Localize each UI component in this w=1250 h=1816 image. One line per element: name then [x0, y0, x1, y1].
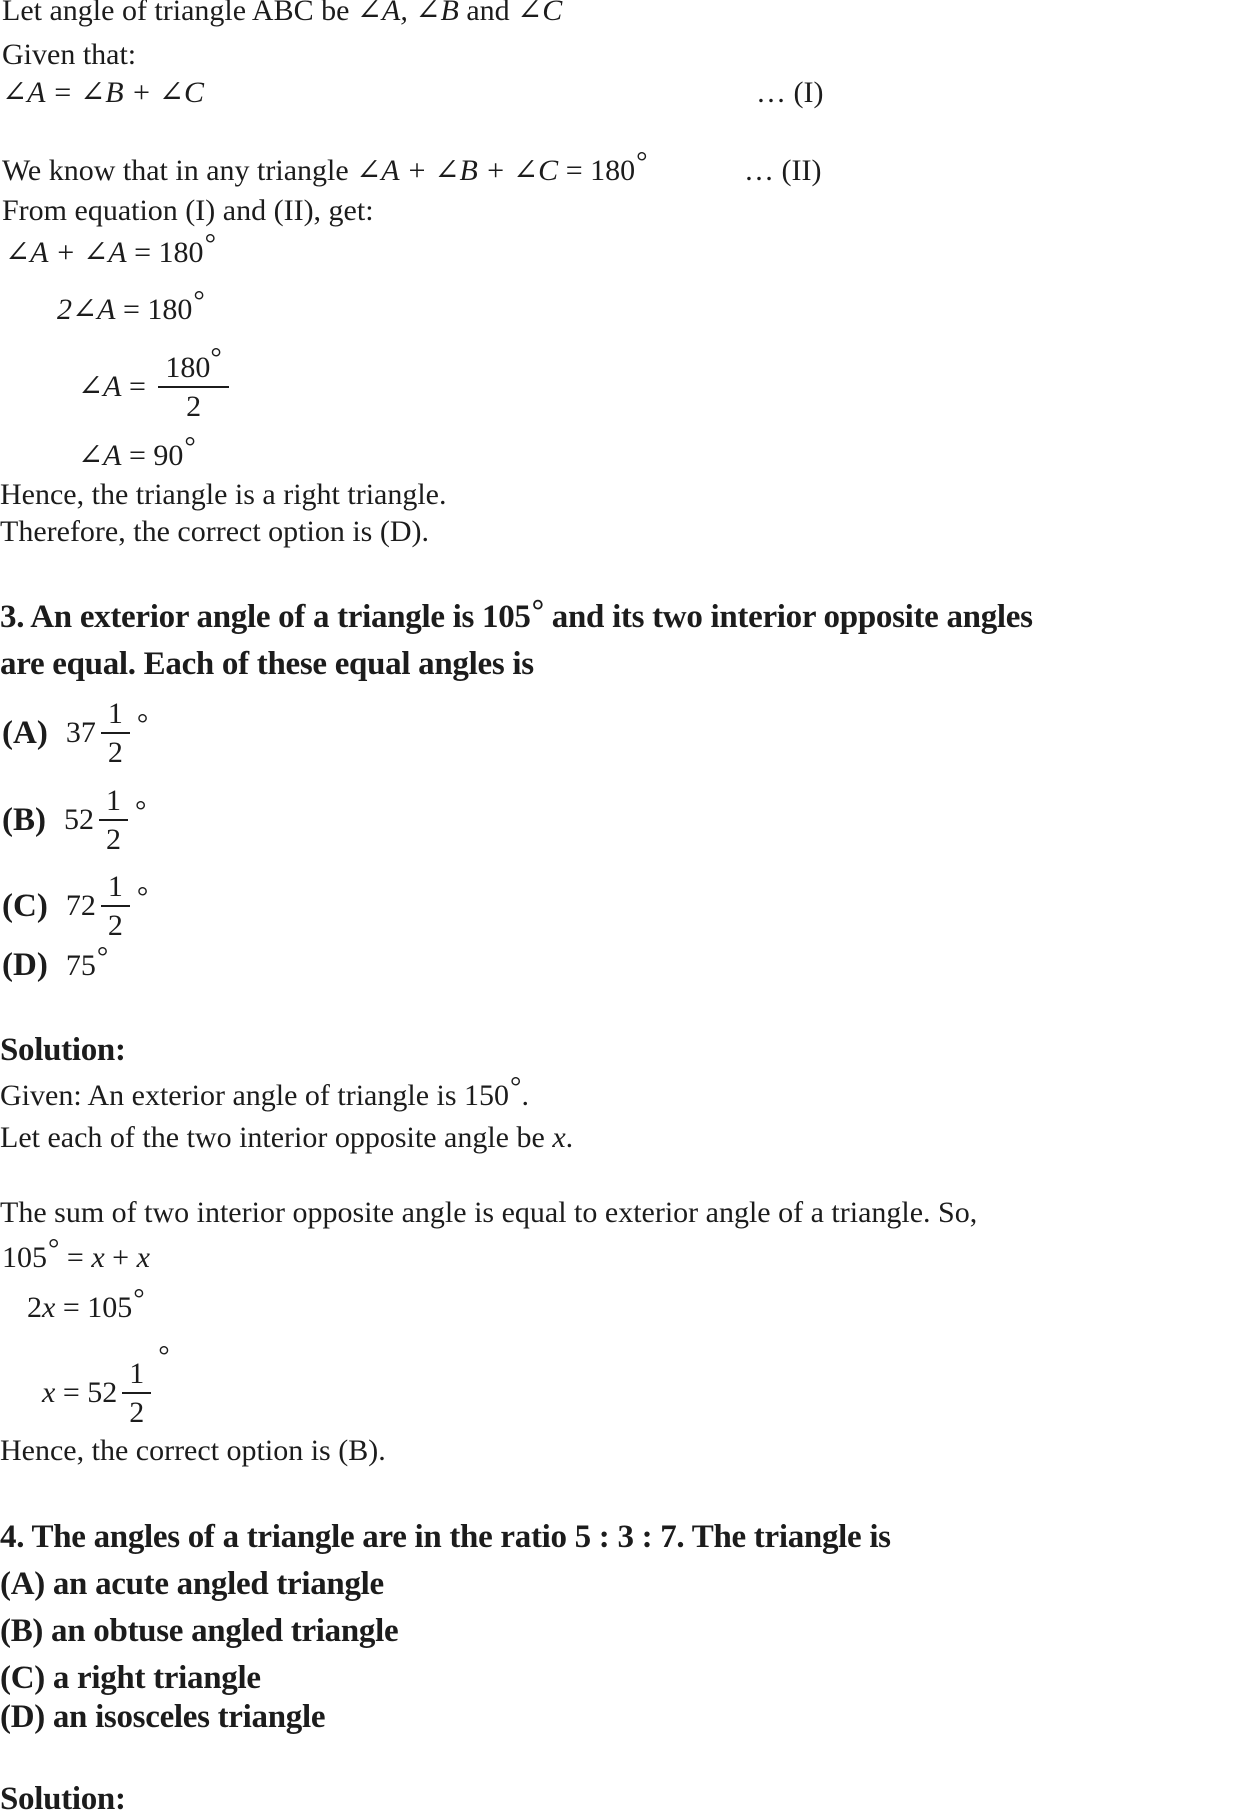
- answer-line-q2: [0, 514, 429, 551]
- degree-superscript: °: [136, 881, 149, 913]
- q4-heading: [0, 1517, 891, 1557]
- text-segment: .: [521, 1079, 529, 1112]
- q3-option-b: [2, 785, 146, 855]
- text-segment: … (I): [756, 76, 824, 109]
- q3-option-d: [2, 942, 109, 985]
- fraction-numerator-value: 180: [165, 351, 211, 384]
- q4-option-c: [0, 1658, 261, 1698]
- bold-text-segment: (B) an obtuse angled triangle: [0, 1613, 399, 1649]
- fraction: [101, 871, 130, 941]
- math-segment: x: [42, 1291, 56, 1324]
- text-segment: 72: [65, 888, 96, 922]
- text-segment: Let each of the two interior opposite angle be: [0, 1121, 553, 1154]
- given-that-line: [2, 37, 136, 74]
- text-segment: … (II): [744, 154, 822, 187]
- bold-text-segment: are equal. Each of these equal angles is: [0, 646, 534, 682]
- q3-eq-2x: [27, 1284, 145, 1327]
- math-segment: x: [136, 1241, 150, 1274]
- bold-text-segment: (C) a right triangle: [0, 1660, 261, 1696]
- math-segment: ∠C: [517, 0, 563, 27]
- math-segment: ∠A: [78, 369, 122, 403]
- step-angle-plus-angle: [5, 229, 216, 272]
- q3-let-line: [0, 1120, 573, 1157]
- fraction: [99, 785, 128, 855]
- q3-eq-x-value: [42, 1340, 170, 1429]
- fraction: [122, 1358, 151, 1428]
- text-segment: =: [121, 369, 154, 403]
- fraction-denominator: 2: [106, 822, 121, 856]
- fraction-numerator: [158, 343, 228, 388]
- degree-superscript: °: [510, 1072, 522, 1104]
- spacer: [48, 733, 66, 734]
- bold-text-segment: (A) an acute angled triangle: [0, 1566, 384, 1602]
- text-segment: = 180: [126, 236, 204, 269]
- step-angle-ninety: [78, 432, 196, 475]
- text-segment: 37: [65, 715, 96, 749]
- q3-heading-line2: [0, 644, 534, 684]
- q3-heading-line1: [0, 593, 1033, 637]
- text-segment: = 105: [55, 1291, 133, 1324]
- text-segment: .: [565, 1121, 574, 1154]
- fraction-numerator: [101, 698, 130, 734]
- fraction: [158, 343, 228, 423]
- bold-text-segment: (D) an isosceles triangle: [0, 1699, 326, 1735]
- degree-superscript: °: [636, 147, 648, 179]
- step-two-angle: [57, 286, 205, 329]
- fraction-numerator: [99, 785, 128, 821]
- bold-text-segment: 3. An exterior angle of a triangle is 105: [0, 599, 531, 635]
- text-segment: +: [104, 1241, 137, 1274]
- math-segment: ∠A = ∠B + ∠C: [2, 76, 205, 109]
- fraction-numerator-value: 1: [106, 784, 121, 817]
- text-segment: 105: [2, 1241, 47, 1274]
- text-segment: 52: [64, 802, 94, 836]
- math-segment: 2∠A: [57, 293, 116, 326]
- text-segment: = 52: [55, 1375, 118, 1409]
- option-label: (D): [2, 947, 48, 983]
- text-segment: =: [59, 1241, 92, 1274]
- text-segment: and: [458, 0, 518, 27]
- fraction-denominator: 2: [129, 1395, 145, 1429]
- math-segment: x: [552, 1121, 566, 1154]
- text-segment: The sum of two interior opposite angle is equal to exterior angle of a triangle. So,: [0, 1196, 978, 1229]
- equation-II-label: [744, 153, 821, 190]
- spacer: [48, 974, 66, 975]
- intro-line: [2, 0, 562, 30]
- degree-superscript: °: [193, 286, 205, 318]
- option-label: (B): [2, 801, 46, 838]
- q4-option-d: [0, 1697, 325, 1737]
- q3-given-line: [0, 1072, 529, 1115]
- degree-superscript: °: [210, 343, 222, 375]
- step-angle-fraction: [78, 343, 234, 423]
- from-equations-line: [2, 193, 374, 230]
- bold-text-segment: Solution:: [0, 1032, 126, 1068]
- q3-solution-heading: [0, 1030, 126, 1070]
- text-segment: Hence, the correct option is (B).: [0, 1434, 386, 1467]
- q4-option-b: [0, 1611, 398, 1651]
- text-segment: = 180: [115, 293, 193, 326]
- fraction-numerator-value: 1: [129, 1357, 145, 1390]
- triangle-sum-line: [2, 147, 648, 190]
- text-segment: Therefore, the correct option is (D).: [0, 515, 429, 548]
- text-segment: Let angle of triangle ABC be: [2, 0, 357, 27]
- math-segment: x: [91, 1241, 105, 1274]
- bold-text-segment: and its two interior opposite angles: [543, 599, 1033, 635]
- degree-superscript: °: [184, 432, 196, 464]
- fraction-denominator: 2: [186, 389, 202, 423]
- text-segment: Given that:: [2, 38, 137, 71]
- text-segment: Given: An exterior angle of triangle is 150: [0, 1079, 510, 1112]
- q3-answer-line: [0, 1433, 386, 1470]
- fraction-denominator: 2: [107, 735, 123, 769]
- q3-option-c: [2, 871, 148, 941]
- q3-option-a: [2, 698, 148, 768]
- bold-text-segment: Solution:: [0, 1781, 126, 1816]
- equation-I: [2, 75, 204, 112]
- degree-superscript: °: [204, 229, 216, 261]
- q4-solution-heading: [0, 1779, 126, 1816]
- equation-I-label: [756, 75, 823, 112]
- degree-superscript: °: [136, 708, 149, 740]
- degree-superscript: °: [531, 593, 544, 629]
- text-segment: = 90: [121, 439, 184, 472]
- degree-superscript: °: [96, 942, 109, 974]
- fraction-denominator: 2: [107, 908, 123, 942]
- fraction-numerator: [101, 871, 130, 907]
- option-label: (A): [2, 714, 48, 751]
- fraction-numerator-value: 1: [107, 870, 123, 903]
- option-label: (C): [2, 887, 48, 924]
- fraction: [101, 698, 130, 768]
- text-segment: Hence, the triangle is a right triangle.: [0, 478, 447, 511]
- math-segment: ∠A, ∠B: [356, 0, 459, 27]
- text-segment: From equation (I) and (II), get:: [2, 194, 374, 227]
- degree-superscript: °: [48, 1234, 60, 1266]
- math-segment: x: [42, 1375, 56, 1409]
- hence-right-triangle-line: [0, 477, 447, 514]
- q3-sum-rule-line: [0, 1195, 977, 1232]
- math-segment: ∠A + ∠A: [5, 236, 127, 269]
- text-segment: = 180: [558, 154, 636, 187]
- text-segment: 75: [65, 949, 96, 982]
- degree-superscript: °: [135, 795, 147, 827]
- degree-superscript: °: [133, 1284, 145, 1316]
- q3-eq-105: [2, 1234, 150, 1277]
- spacer: [46, 820, 64, 821]
- math-segment: ∠A + ∠B + ∠C: [356, 154, 559, 187]
- degree-superscript: °: [158, 1340, 170, 1372]
- fraction-numerator: [122, 1358, 151, 1394]
- bold-text-segment: 4. The angles of a triangle are in the ratio 5 : 3 : 7. The triangle is: [0, 1519, 891, 1555]
- fraction-numerator-value: 1: [107, 697, 123, 730]
- spacer: [48, 906, 66, 907]
- text-segment: We know that in any triangle: [2, 154, 357, 187]
- math-segment: ∠A: [78, 439, 122, 472]
- text-segment: 2: [27, 1291, 42, 1324]
- q4-option-a: [0, 1564, 384, 1604]
